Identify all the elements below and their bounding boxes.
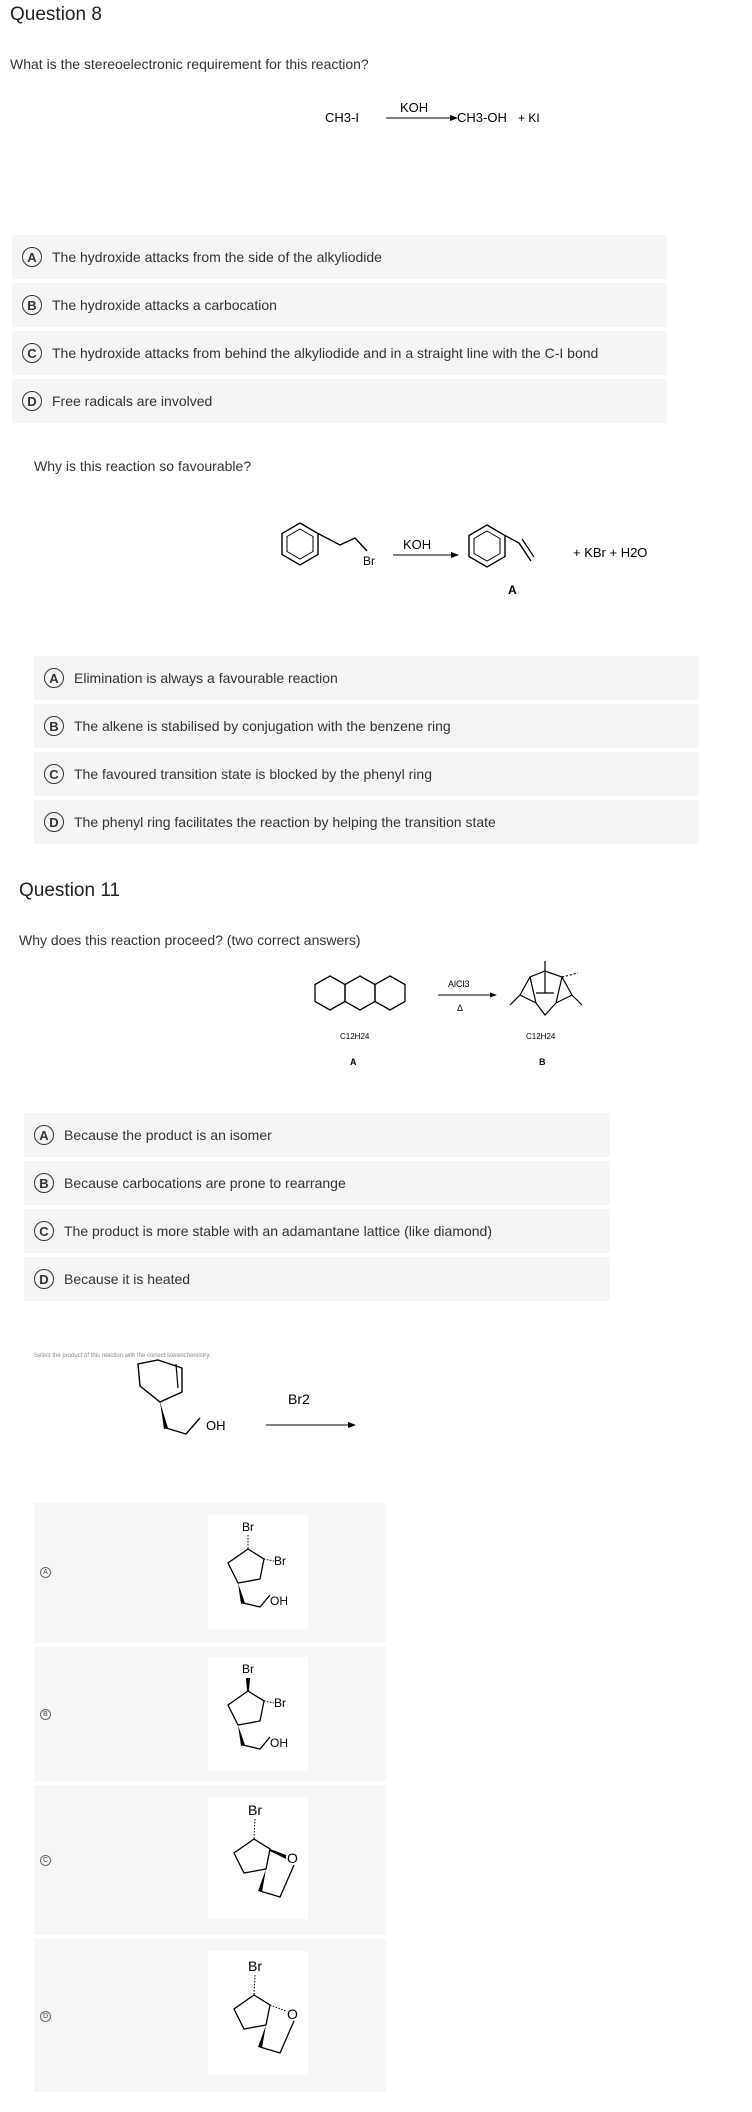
- choice-radio[interactable]: C: [40, 1855, 51, 1866]
- choice-structure-panel: [208, 1515, 308, 1629]
- q9-option-b[interactable]: [34, 704, 699, 748]
- q8-option-b[interactable]: [12, 283, 667, 327]
- option-letter: D: [22, 391, 42, 411]
- q12-oh-label: OH: [206, 1418, 226, 1433]
- option-letter: D: [34, 1269, 54, 1289]
- structure-label: OH: [270, 1594, 288, 1608]
- structure-label: Br: [274, 1696, 286, 1710]
- q11-label-b: B: [539, 1057, 546, 1067]
- option-letter: C: [44, 764, 64, 784]
- q8-reagent: KOH: [400, 100, 429, 115]
- option-letter: A: [44, 668, 64, 688]
- structure-label: Br: [242, 1520, 254, 1534]
- q8-title: Question 8: [10, 4, 102, 25]
- q11-adamantane-product: [510, 961, 582, 1015]
- choice-structure-panel: [208, 1657, 308, 1771]
- q11-reaction-scheme: [300, 955, 620, 1075]
- structure-label: OH: [270, 1736, 288, 1750]
- option-text: Free radicals are involved: [52, 393, 213, 409]
- q8-reactant: CH3-I: [325, 110, 359, 125]
- q11-option-a[interactable]: [24, 1113, 610, 1157]
- q8-prompt: What is the stereoelectronic requirement for this reaction?: [10, 56, 369, 72]
- structure-label: Br: [248, 1802, 262, 1818]
- structure-label: O: [287, 2006, 298, 2022]
- q8-option-d[interactable]: [12, 379, 667, 423]
- q9-option-c[interactable]: [34, 752, 699, 796]
- option-letter: B: [44, 716, 64, 736]
- option-text: Because the product is an isomer: [64, 1127, 272, 1143]
- option-letter: B: [34, 1173, 54, 1193]
- q12-choice-a[interactable]: [34, 1503, 386, 1643]
- q9-reagent: KOH: [403, 537, 432, 552]
- option-text: Because it is heated: [64, 1271, 191, 1287]
- choice-structure-panel: [208, 1797, 308, 1919]
- q8-byproduct: + KI: [518, 111, 540, 125]
- q12-choice-d[interactable]: [34, 1939, 386, 2092]
- q11-formula-a: C12H24: [340, 1032, 370, 1041]
- option-text: The favoured transition state is blocked by the phenyl ring: [74, 766, 432, 782]
- q12-cyclopentene: [138, 1360, 182, 1402]
- q9-reaction-scheme: [255, 515, 675, 605]
- structure-label: O: [287, 1850, 298, 1866]
- q12-choice-b[interactable]: [34, 1647, 386, 1781]
- structure-b: [208, 1657, 308, 1771]
- option-text: The phenyl ring facilitates the reaction by helping the transition state: [74, 814, 496, 830]
- option-letter: D: [44, 812, 64, 832]
- option-letter: B: [22, 295, 42, 315]
- option-letter: A: [34, 1125, 54, 1145]
- option-letter: A: [22, 247, 42, 267]
- q9-leaving-group: Br: [363, 554, 375, 568]
- q9-option-d[interactable]: [34, 800, 699, 844]
- option-text: The hydroxide attacks from the side of the alkyliodide: [52, 249, 382, 265]
- option-text: The product is more stable with an adamantane lattice (like diamond): [64, 1223, 492, 1239]
- structure-label: Br: [274, 1554, 286, 1568]
- q12-choice-c[interactable]: [34, 1785, 386, 1935]
- option-text: The alkene is stabilised by conjugation with the benzene ring: [74, 718, 451, 734]
- q11-option-b[interactable]: [24, 1161, 610, 1205]
- choice-radio[interactable]: A: [40, 1567, 51, 1578]
- option-text: The hydroxide attacks from behind the alkyliodide and in a straight line with the C-I bond: [52, 345, 599, 361]
- q11-option-c[interactable]: [24, 1209, 610, 1253]
- q8-reaction-scheme: [320, 96, 570, 136]
- q9-prompt: Why is this reaction so favourable?: [34, 458, 252, 474]
- q9-option-a[interactable]: [34, 656, 699, 700]
- structure-label: Br: [248, 1958, 262, 1974]
- structure-c: [208, 1797, 308, 1919]
- q11-reagent: AlCl3: [448, 979, 470, 989]
- q12-reaction-scheme: [120, 1350, 380, 1490]
- q11-condition: Δ: [457, 1003, 464, 1013]
- option-text: Because carbocations are prone to rearrange: [64, 1175, 346, 1191]
- structure-a: [208, 1515, 308, 1629]
- choice-structure-panel: [208, 1951, 308, 2075]
- q8-option-c[interactable]: [12, 331, 667, 375]
- q8-option-a[interactable]: [12, 235, 667, 279]
- q9-product-label: A: [508, 583, 517, 597]
- q11-tricyclic-reactant: [315, 976, 405, 1010]
- option-letter: C: [22, 343, 42, 363]
- choice-radio[interactable]: B: [40, 1709, 51, 1720]
- q11-formula-b: C12H24: [526, 1032, 556, 1041]
- choice-radio[interactable]: D: [40, 2011, 51, 2022]
- structure-d: [208, 1951, 308, 2075]
- q11-option-d[interactable]: [24, 1257, 610, 1301]
- q11-prompt: Why does this reaction proceed? (two correct answers): [19, 932, 361, 948]
- option-letter: C: [34, 1221, 54, 1241]
- q8-product: CH3-OH: [457, 110, 507, 125]
- option-text: Elimination is always a favourable reaction: [74, 670, 338, 686]
- q12-caption: Select the product of this reaction with the correct stereochemistry.: [34, 1353, 211, 1359]
- q11-label-a: A: [350, 1057, 357, 1067]
- q9-reactant-benzene: [282, 523, 318, 565]
- q9-product-benzene: [469, 525, 505, 567]
- q12-reagent: Br2: [288, 1391, 310, 1407]
- q11-title: Question 11: [19, 880, 121, 901]
- structure-label: Br: [242, 1662, 254, 1676]
- q9-byproducts: + KBr + H2O: [573, 545, 648, 560]
- option-text: The hydroxide attacks a carbocation: [52, 297, 277, 313]
